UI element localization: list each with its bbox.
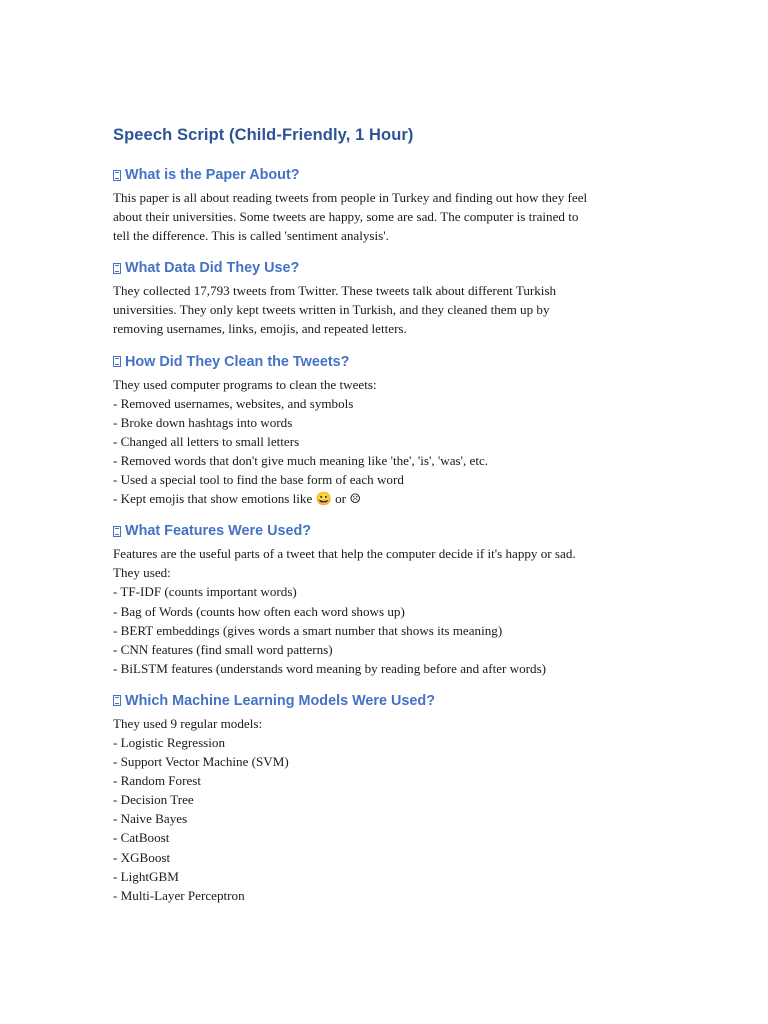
- section-body: [113, 188, 653, 245]
- body-line: removing usernames, links, emojis, and repeated letters.: [113, 321, 407, 337]
- body-line: - Kept emojis that show emotions like 😀 or ☹: [113, 491, 362, 507]
- section-heading: [113, 520, 653, 542]
- section-heading: [113, 351, 653, 373]
- body-line: They used computer programs to clean the tweets:: [113, 376, 377, 392]
- section-heading-text: What Features Were Used?: [125, 523, 312, 540]
- section-heading: [113, 164, 653, 186]
- body-line: - Broke down hashtags into words: [113, 414, 293, 430]
- missing-glyph-icon: [113, 526, 121, 537]
- body-line: - XGBoost: [113, 849, 171, 865]
- section-heading-text: Which Machine Learning Models Were Used?: [125, 692, 435, 709]
- section: [113, 690, 653, 905]
- missing-glyph-icon: [113, 695, 121, 706]
- section: [113, 351, 653, 509]
- missing-glyph-icon: [113, 263, 121, 274]
- body-line: This paper is all about reading tweets from people in Turkey and finding out how they feel: [113, 190, 588, 205]
- section-body: [113, 375, 653, 509]
- document-page: [113, 122, 653, 917]
- section-heading-text: What Data Did They Use?: [125, 260, 300, 277]
- missing-glyph-icon: [113, 170, 121, 181]
- missing-glyph-icon: [113, 356, 121, 367]
- body-line: - CNN features (find small word patterns): [113, 641, 333, 657]
- body-line: tell the difference. This is called 'sentiment analysis'.: [113, 228, 389, 244]
- body-line: They used 9 regular models:: [113, 715, 263, 731]
- section: [113, 164, 653, 245]
- section: [113, 257, 653, 338]
- section-body: [113, 281, 653, 338]
- section: [113, 520, 653, 678]
- body-line: - Multi-Layer Perceptron: [113, 887, 245, 903]
- body-line: - Removed words that don't give much meaning like 'the', 'is', 'was', etc.: [113, 452, 489, 468]
- section-heading: [113, 257, 653, 279]
- body-line: - Support Vector Machine (SVM): [113, 754, 289, 770]
- section-heading-text: What is the Paper About?: [125, 167, 300, 183]
- body-line: - BiLSTM features (understands word meaning by reading before and after words): [113, 660, 547, 676]
- body-line: - Used a special tool to find the base form of each word: [113, 472, 404, 488]
- body-line: - Changed all letters to small letters: [113, 433, 300, 449]
- body-line: - TF-IDF (counts important words): [113, 584, 297, 600]
- document-sections: [113, 164, 653, 905]
- body-line: universities. They only kept tweets written in Turkish, and they cleaned them up by: [113, 302, 550, 318]
- body-line: - Bag of Words (counts how often each word shows up): [113, 603, 405, 619]
- body-line: They collected 17,793 tweets from Twitter. These tweets talk about different Turkish: [113, 283, 557, 299]
- body-line: Features are the useful parts of a tweet that help the computer decide if it's happy or sad.: [113, 546, 576, 562]
- body-line: They used:: [113, 565, 171, 581]
- section-heading: [113, 690, 653, 712]
- body-line: - Naive Bayes: [113, 811, 188, 827]
- body-line: about their universities. Some tweets are happy, some are sad. The computer is trained to: [113, 209, 579, 225]
- body-line: - Decision Tree: [113, 792, 194, 808]
- section-body: [113, 714, 653, 905]
- body-line: - Logistic Regression: [113, 734, 226, 750]
- section-heading-text: How Did They Clean the Tweets?: [125, 353, 350, 370]
- document-title: Speech Script (Child-Friendly, 1 Hour): [113, 126, 414, 144]
- section-body: [113, 544, 653, 678]
- body-line: - Random Forest: [113, 773, 202, 789]
- body-line: - Removed usernames, websites, and symbols: [113, 395, 354, 411]
- body-line: - LightGBM: [113, 868, 179, 884]
- body-line: - CatBoost: [113, 830, 170, 846]
- body-line: - BERT embeddings (gives words a smart number that shows its meaning): [113, 622, 503, 638]
